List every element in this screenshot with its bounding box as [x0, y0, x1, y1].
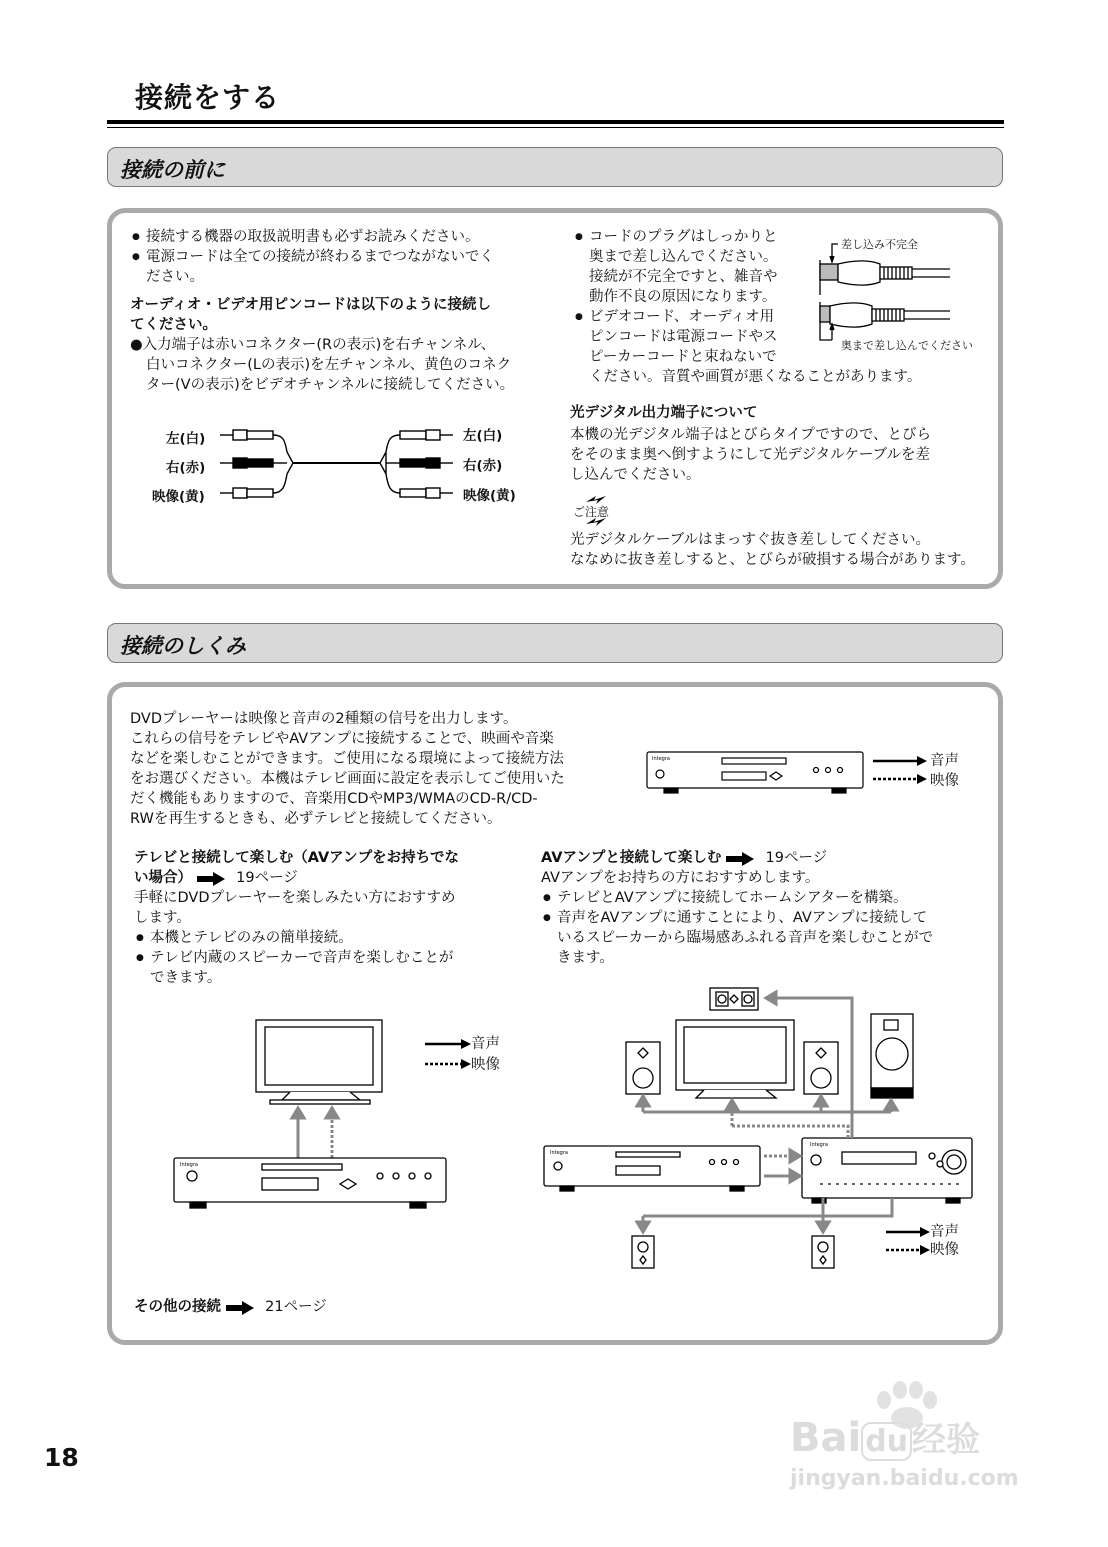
intro-line: などを楽しむことができます。ご使用になる環境によって接続方法 — [130, 751, 564, 767]
amp-body: AVアンプをお持ちの方におすすめします。 — [541, 870, 820, 886]
list-item: ● コードのプラグはしっかりと — [573, 227, 921, 247]
page-number: 18 — [44, 1443, 79, 1472]
list-item-cont: 接続が不完全ですと、雑音や — [589, 269, 778, 285]
cable-label-left-white: 左(白) — [463, 428, 503, 444]
tv-body: 手軽にDVDプレーヤーを楽しみたい方におすすめ — [134, 890, 456, 906]
intro-line: だく機能もありますので、音楽用CDやMP3/WMAのCD-R/CD- — [130, 791, 538, 807]
rca-heading-cont: てください。 — [130, 317, 217, 333]
legend-arrows-icon — [873, 755, 933, 785]
optical-line: 本機の光デジタル端子はとびらタイプですので、とびら — [570, 427, 932, 443]
tv-heading-line2: い場合） — [134, 870, 192, 886]
tv-connection-diagram — [170, 1018, 450, 1213]
section-header-before-connecting — [107, 147, 1003, 187]
tv-page-ref: 19ページ — [236, 870, 298, 886]
list-item: ● ビデオコード、オーディオ用 — [573, 307, 921, 327]
legend-video: 映像 — [930, 773, 959, 789]
optical-line: をそのまま奥へ倒すようにして光デジタルケーブルを差 — [570, 447, 931, 463]
rca-body: ター(Vの表示)をビデオチャンネルに接続してください。 — [146, 377, 515, 393]
list-item-cont: 動作不良の原因になります。 — [589, 289, 777, 305]
list-item: ● 本機とテレビのみの簡単接続。 — [134, 928, 459, 948]
rca-body: 白いコネクター(Lの表示)を左チャンネル、黄色のコネク — [146, 357, 512, 373]
watermark-brand: Bai du 经验 — [790, 1415, 981, 1461]
optical-heading: 光デジタル出力端子について — [570, 405, 758, 421]
rca-heading: オーディオ・ビデオ用ピンコードは以下のように接続し — [130, 297, 492, 313]
caution-label: ご注意 — [573, 505, 610, 519]
cable-label-right-red: 右(赤) — [166, 460, 206, 476]
optical-line: し込んでください。 — [570, 467, 701, 483]
cable-label-video-yellow: 映像(黄) — [152, 489, 205, 505]
list-item: ● 接続する機器の取扱説明書も必ずお読みください。 — [130, 227, 494, 247]
svg-text:Integra: Integra — [180, 1162, 198, 1168]
tv-heading-cont — [134, 868, 459, 888]
list-item-cont: できます。 — [150, 970, 222, 986]
list-item-cont: ださい。 — [146, 269, 204, 285]
arrow-icon — [726, 848, 760, 868]
watermark-url: jingyan.baidu.com — [790, 1466, 1019, 1491]
list-item: ● テレビとAVアンプに接続してホームシアターを構築。 — [541, 888, 933, 908]
plug-label-incomplete: 差し込み不完全 — [841, 238, 918, 251]
list-item-cont: ピーカーコードと束ねないで — [589, 349, 777, 365]
caution-line: 光デジタルケーブルはまっすぐ抜き差ししてください。 — [570, 532, 931, 548]
tv-heading: テレビと接続して楽しむ（AVアンプをお持ちでな — [134, 850, 459, 866]
other-label: その他の接続 — [134, 1299, 221, 1315]
list-item: ● 音声をAVアンプに通すことにより、AVアンプに接続して — [541, 908, 933, 928]
legend-audio: 音声 — [930, 1224, 959, 1240]
intro-line: RWを再生するときも、必ずテレビと接続してください。 — [130, 811, 502, 827]
legend-video: 映像 — [471, 1057, 500, 1073]
other-page-ref: 21ページ — [265, 1299, 327, 1315]
svg-text:Integra: Integra — [550, 1150, 568, 1156]
dvd-player-icon — [646, 750, 866, 800]
title-rule-thin — [107, 127, 1004, 128]
amp-connection-text — [541, 848, 933, 968]
plug-insertion-icon — [810, 240, 960, 350]
rca-body: ●入力端子は赤いコネクター(Rの表示)を右チャンネル、 — [130, 337, 496, 353]
list-item: ● 電源コードは全ての接続が終わるまでつながないでく — [130, 247, 494, 267]
intro-line: をお選びください。本機はテレビ画面に設定を表示してご使用いた — [130, 771, 565, 787]
plug-label-fully: 奥まで差し込んでください — [841, 339, 973, 352]
arrow-icon — [197, 868, 231, 888]
arrow-icon — [226, 1297, 260, 1317]
list-item-cont: ピンコードは電源コードやス — [589, 329, 778, 345]
page-title: 接続をする — [135, 81, 281, 114]
list-item-cont: きます。 — [557, 950, 614, 966]
title-rule — [107, 120, 1004, 124]
section-heading: 接続のしくみ — [120, 634, 246, 658]
list-item: ● テレビ内蔵のスピーカーで音声を楽しむことが — [134, 948, 459, 968]
optical-body — [570, 425, 931, 485]
cable-label-left-white: 左(白) — [166, 431, 206, 447]
list-item-cont: ください。音質や画質が悪くなることがあります。 — [589, 369, 922, 385]
legend-audio: 音声 — [930, 753, 959, 769]
tv-connection-text — [134, 848, 459, 988]
intro-text — [130, 709, 565, 829]
rca-instructions — [130, 295, 514, 395]
rca-cable-icon — [215, 420, 465, 510]
tv-body: します。 — [134, 910, 191, 926]
amp-page-ref: 19ページ — [765, 850, 828, 866]
general-notes — [130, 227, 494, 287]
other-connections — [134, 1297, 327, 1317]
intro-line: これらの信号をテレビやAVアンプに接続することで、映画や音楽 — [130, 731, 554, 747]
section-header-connection-system — [107, 623, 1003, 663]
cable-label-right-red: 右(赤) — [463, 458, 503, 474]
list-item-cont: 奥まで差し込んでください。 — [589, 249, 778, 265]
svg-text:Integra: Integra — [652, 756, 670, 762]
caution-body — [570, 530, 975, 570]
section-heading: 接続の前に — [120, 158, 225, 182]
list-item-cont: いるスピーカーから臨場感あふれる音声を楽しむことがで — [557, 930, 934, 946]
cable-label-video-yellow: 映像(黄) — [463, 488, 516, 504]
legend-video: 映像 — [930, 1242, 959, 1258]
amp-heading-row — [541, 848, 933, 868]
legend-audio: 音声 — [471, 1036, 500, 1052]
svg-text:Integra: Integra — [810, 1142, 828, 1148]
intro-line: DVDプレーヤーは映像と音声の2種類の信号を出力します。 — [130, 711, 518, 727]
caution-line: ななめに抜き差しすると、とびらが破損する場合があります。 — [570, 552, 975, 568]
amp-heading: AVアンプと接続して楽しむ — [541, 850, 722, 866]
